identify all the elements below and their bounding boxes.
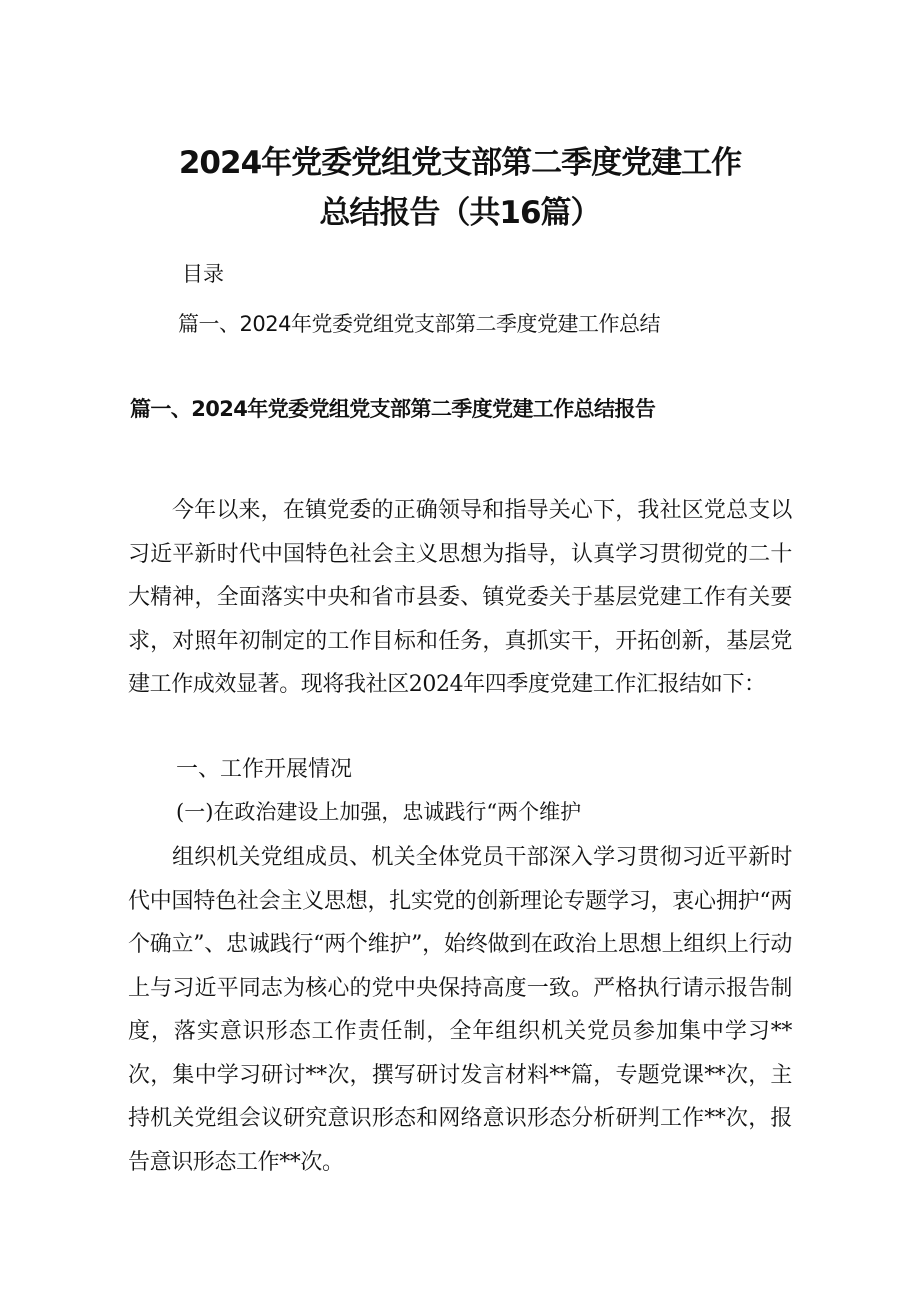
body-paragraph: 组织机关党组成员、机关全体党员干部深入学习贯彻习近平新时代中国特色社会主义思想，扎实党的创新理论专题学习，衷心拥护“两个确立”、忠诚践行“两个维护”，始终做到在政治上思想上组织上行动上与习近平同志为核心的党中央保持高度一致。严格执行请示报告制度，落实意识形态工作责任制，全年组织机关党员参加集中学习**次，集中学习研讨**次，撰写研讨发言材料**篇，专题党课**次，主持机关党组会议研究意识形态和网络意识形态分析研判工作**次，报告意识形态工作**次。 — [128, 845, 792, 1175]
document-title-line-1: 2024年党委党组党支部第二季度党建工作 — [178, 145, 742, 181]
document-title — [0, 138, 920, 238]
subheading-political-building: (一)在政治建设上加强，忠诚践行“两个维护 — [176, 800, 582, 824]
toc-label: 目录 — [182, 262, 224, 286]
intro-paragraph: 今年以来，在镇党委的正确领导和指导关心下，我社区党总支以习近平新时代中国特色社会主义思想为指导，认真学习贯彻党的二十大精神，全面落实中央和省市县委、镇党委关于基层党建工作有关要求，对照年初制定的工作目标和任务，真抓实干，开拓创新，基层党建工作成效显著。现将我社区2024年四季度党建工作汇报结如下： — [128, 498, 792, 697]
toc-item: 篇一、2024年党委党组党支部第二季度党建工作总结 — [178, 312, 660, 336]
heading-work-progress: 一、工作开展情况 — [176, 757, 353, 782]
section-heading: 篇一、2024年党委党组党支部第二季度党建工作总结报告 — [130, 397, 656, 421]
document-title-line-2: 总结报告（共16篇） — [319, 195, 601, 231]
